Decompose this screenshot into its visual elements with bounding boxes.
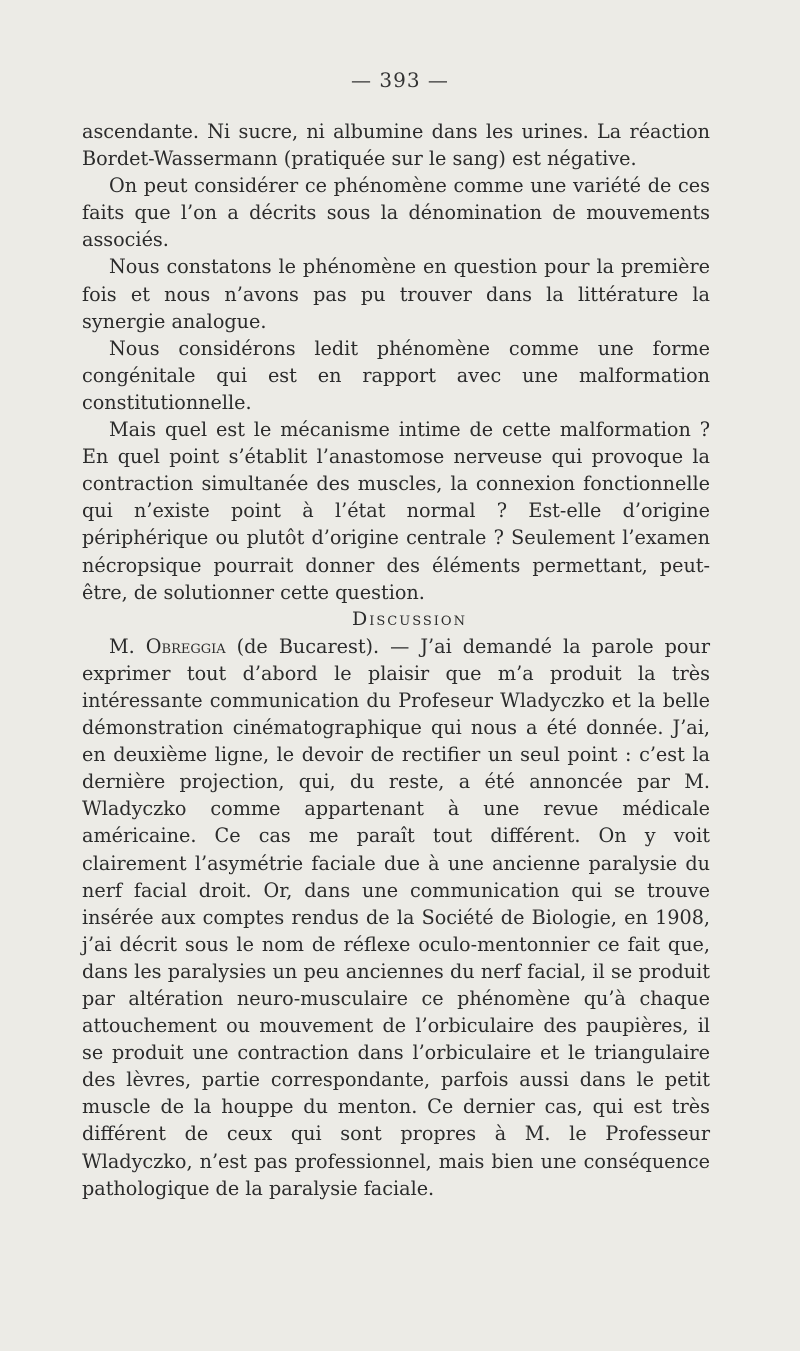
section-heading: Discussion xyxy=(352,607,467,630)
paragraph: On peut considérer ce phénomène comme une variété de ces faits que l’on a décrits sous la dénomination de mouvements associés. xyxy=(82,174,710,252)
body-text xyxy=(82,118,710,1202)
speaker-name: Obreggia xyxy=(145,634,226,658)
paragraph: Nous constatons le phénomène en question pour la première fois et nous n’avons pas pu trouver dans la littérature la synergie analogue. xyxy=(82,255,710,333)
paragraph: Mais quel est le mécanisme intime de cette malformation ? En quel point s’établit l’anastomose nerveuse qui provoque la contraction simultanée des muscles, la connexion fonctionnelle qui n’existe point à l’état normal ? Est-elle d’origine périphérique ou plutôt d’origine centrale ? Seulement l’examen nécropsique pourrait donner des éléments permettant, peut-être, de solutionner cette question. xyxy=(82,418,710,604)
speaker-prefix: M. xyxy=(109,634,146,658)
paragraph: Nous considérons ledit phénomène comme une forme congénitale qui est en rapport avec une malformation constitutionnelle. xyxy=(82,336,710,414)
discussion-paragraph xyxy=(82,633,710,1202)
page-number: — 393 — xyxy=(351,68,449,92)
paragraph: ascendante. Ni sucre, ni albumine dans les urines. La réaction Bordet-Wassermann (pratiquée sur le sang) est négative. xyxy=(82,120,710,171)
discussion-text: (de Bucarest). — J’ai demandé la parole pour exprimer tout d’abord le plaisir que m’a produit la très intéressante communication du Profeseur Wladyczko et la belle démonstration cinématographique qui nous a été donnée. J’ai, en deuxième ligne, le devoir de rectifier un seul point : c’est la dernière projection, qui, du reste, a été annoncée par M. Wladyczko comme appartenant à une revue médicale américaine. Ce cas me paraît tout différent. On y voit clairement l’asymétrie faciale due à une ancienne paralysie du nerf facial droit. Or, dans une communication qui se trouve insérée aux comptes rendus de la Société de Biologie, en 1908, j’ai décrit sous le nom de réflexe oculo-mentonnier ce fait que, dans les paralysies un peu anciennes du nerf facial, il se produit par altération neuro-musculaire ce phénomène qu’à chaque attouchement ou mouvement de l’orbiculaire des paupières, il se produit une contraction dans l’orbiculaire et le triangulaire des lèvres, partie correspondante, parfois aussi dans le petit muscle de la houppe du menton. Ce dernier cas, qui est très différent de ceux qui sont propres à M. le Professeur Wladyczko, n’est pas professionnel, mais bien une conséquence pathologique de la paralysie faciale. xyxy=(82,634,710,1200)
